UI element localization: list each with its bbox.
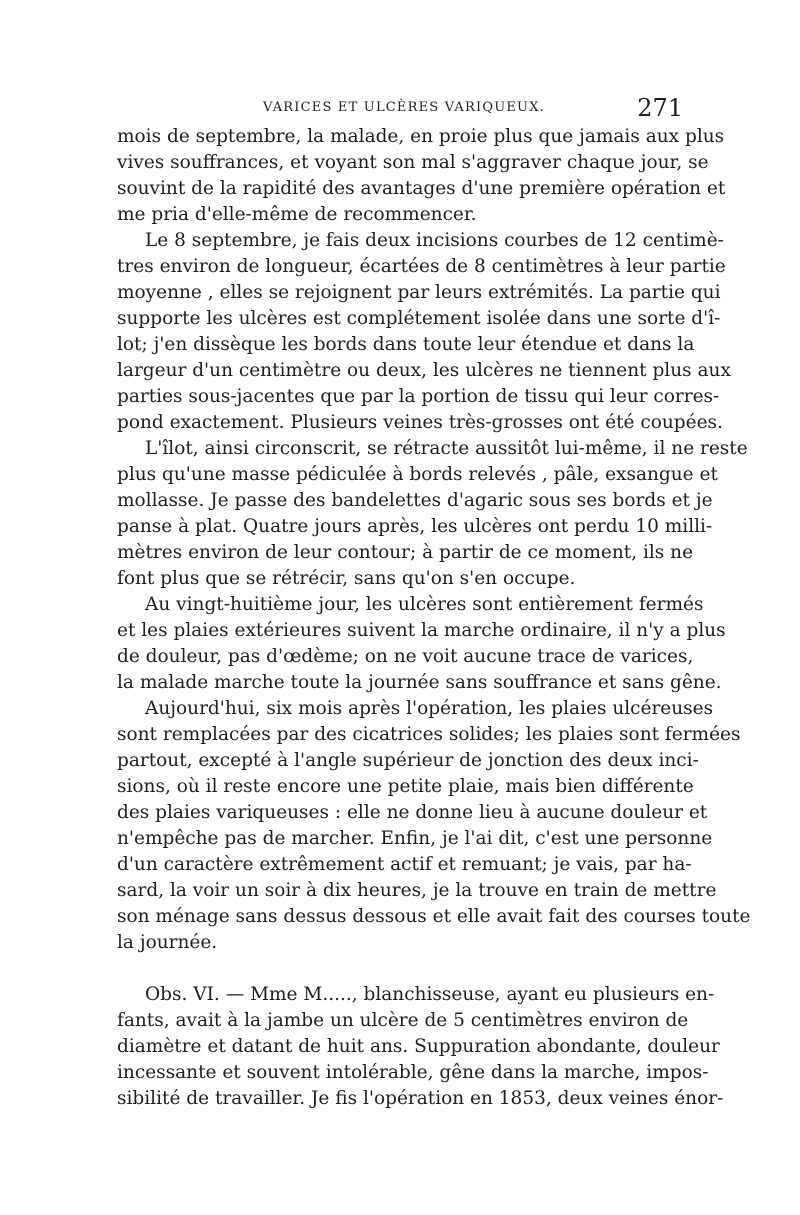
paragraph-gap <box>117 956 687 982</box>
text-line: de douleur, pas d'œdème; on ne voit aucune trace de varices, <box>117 646 694 667</box>
text-line: me pria d'elle-même de recommencer. <box>117 204 477 225</box>
text-line: font plus que se rétrécir, sans qu'on s'en occupe. <box>117 568 576 589</box>
text-line: plus qu'une masse pédiculée à bords relevés , pâle, exsangue et <box>117 464 718 485</box>
text-line: lot; j'en dissèque les bords dans toute leur étendue et dans la <box>117 334 695 355</box>
text-line: et les plaies extérieures suivent la marche ordinaire, il n'y a plus <box>117 620 726 641</box>
text-line: supporte les ulcères est complétement isolée dans une sorte d'î- <box>117 308 721 329</box>
text-line: mètres environ de leur contour; à partir de ce moment, ils ne <box>117 542 694 563</box>
text-line: L'îlot, ainsi circonscrit, se rétracte aussitôt lui-même, il ne reste <box>145 438 748 459</box>
text-line: fants, avait à la jambe un ulcère de 5 centimètres environ de <box>117 1010 689 1031</box>
text-line: incessante et souvent intolérable, gêne dans la marche, impos- <box>117 1062 709 1083</box>
page-number: 271 <box>637 94 683 122</box>
text-line: Obs. VI. — Mme M....., blanchisseuse, ayant eu plusieurs en- <box>145 984 715 1005</box>
text-line: mois de septembre, la malade, en proie plus que jamais aux plus <box>117 126 725 147</box>
text-line: n'empêche pas de marcher. Enfin, je l'ai dit, c'est une personne <box>117 828 713 849</box>
body-text <box>117 124 751 1112</box>
text-line: largeur d'un centimètre ou deux, les ulcères ne tiennent plus aux <box>117 360 731 381</box>
text-line: moyenne , elles se rejoignent par leurs extrémités. La partie qui <box>117 282 721 303</box>
text-line: vives souffrances, et voyant son mal s'aggraver chaque jour, se <box>117 152 709 173</box>
text-line: la malade marche toute la journée sans souffrance et sans gêne. <box>117 672 722 693</box>
text-line: Le 8 septembre, je fais deux incisions courbes de 12 centimè- <box>145 230 724 251</box>
text-line: Aujourd'hui, six mois après l'opération, les plaies ulcéreuses <box>145 698 714 719</box>
text-line: d'un caractère extrêmement actif et remuant; je vais, par ha- <box>117 854 692 875</box>
text-line: sibilité de travailler. Je fis l'opération en 1853, deux veines énor- <box>117 1088 724 1109</box>
text-line: mollasse. Je passe des bandelettes d'agaric sous ses bords et je <box>117 490 713 511</box>
text-line: Au vingt-huitième jour, les ulcères sont entièrement fermés <box>145 594 704 615</box>
text-line: pond exactement. Plusieurs veines très-grosses ont été coupées. <box>117 412 723 433</box>
text-line: diamètre et datant de huit ans. Suppuration abondante, douleur <box>117 1036 720 1057</box>
text-line: sont remplacées par des cicatrices solides; les plaies sont fermées <box>117 724 741 745</box>
text-line: tres environ de longueur, écartées de 8 centimètres à leur partie <box>117 256 726 277</box>
text-line: parties sous-jacentes que par la portion de tissu qui leur corres- <box>117 386 720 407</box>
running-head <box>263 94 683 126</box>
text-line: panse à plat. Quatre jours après, les ulcères ont perdu 10 milli- <box>117 516 713 537</box>
text-line: partout, excepté à l'angle supérieur de jonction des deux inci- <box>117 750 699 771</box>
text-line: des plaies variqueuses : elle ne donne lieu à aucune douleur et <box>117 802 708 823</box>
text-line: la journée. <box>117 932 218 953</box>
text-line: sions, où il reste encore une petite plaie, mais bien différente <box>117 776 694 797</box>
text-line: souvint de la rapidité des avantages d'une première opération et <box>117 178 726 199</box>
running-title: VARICES ET ULCÈRES VARIQUEUX. <box>263 100 545 115</box>
text-line: sard, la voir un soir à dix heures, je la trouve en train de mettre <box>117 880 717 901</box>
text-line: son ménage sans dessus dessous et elle avait fait des courses toute <box>117 906 751 927</box>
